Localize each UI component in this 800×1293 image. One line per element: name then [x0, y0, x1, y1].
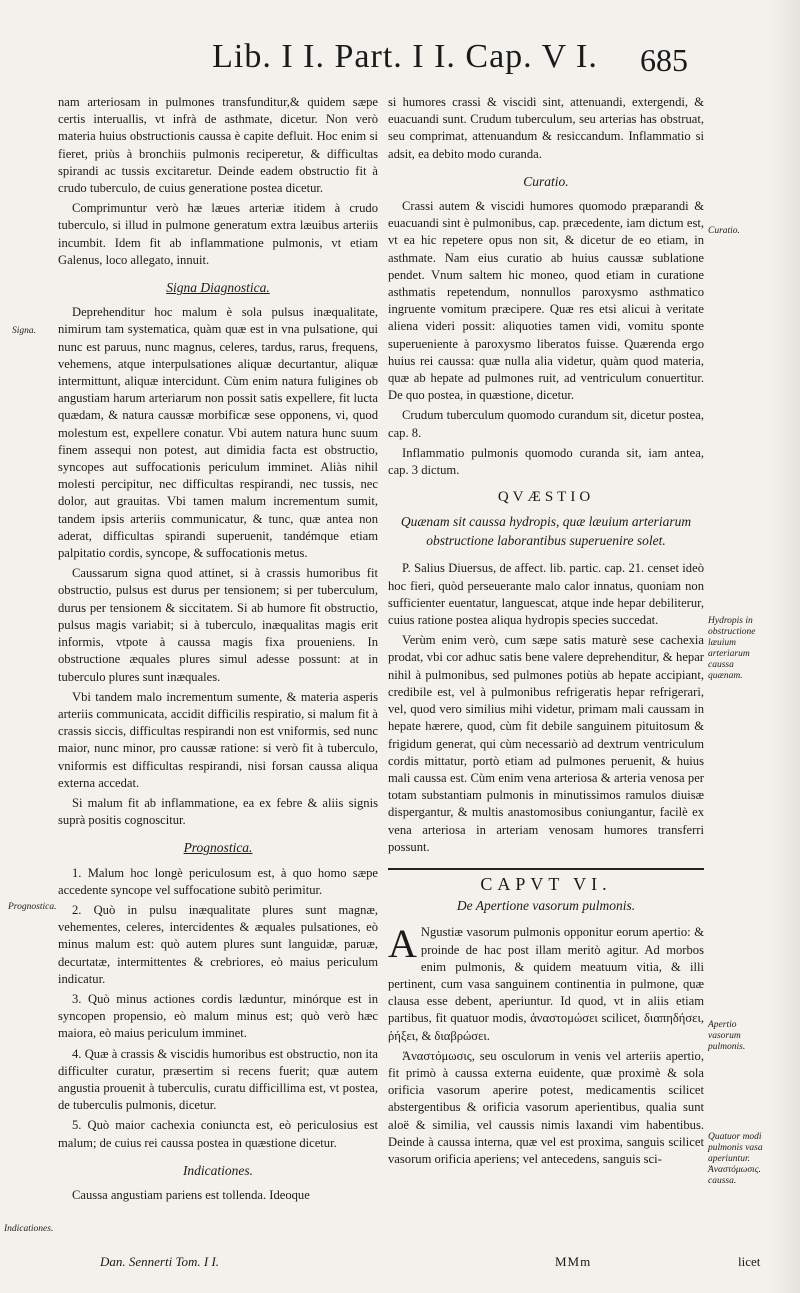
- section-heading-signa: Signa Diagnostica.: [166, 280, 270, 296]
- margin-note-quatuor-modi: Quatuor modi pulmonis vasa aperiuntur. Ἀναστόμωσις. caussa.: [708, 1132, 763, 1186]
- margin-note-prognostica: Prognostica.: [8, 902, 57, 912]
- footer-catchword: licet: [738, 1254, 761, 1269]
- paragraph: Verùm enim verò, cum sæpe satis maturè sese cachexia prodat, vbi cor adhuc satis bene valere deprehenditur, & hepar nihil à pulmonibus, sed pulmones potiùs ab hepate accipiant, credibile est, vel à pulmonibus refrigeratis hepar refrigerari, vel, quod vero similius mihi videtur, primam mali caussam in hepate hærere, quod, cùm fit debile sanguinem pituitosum & frigidum generat, qui cùm necessariò ad dextrum ventriculum cordis mittatur, portò etiam ad pulmones peruenit, & huius mali caussa est. Cùm enim vena arteriosa & arteria venosa per totam substantiam pulmonis in minutissimos ramulos diuisæ dispergantur, & multis anastomosibus coniungantur, facilè ex vena arteriosa in arteriam venosam humores transferri possunt.: [388, 633, 704, 854]
- margin-note-hydropis: Hydropis in obstructione læuium arteriarum caussa quænam.: [708, 616, 756, 681]
- paragraph: Vbi tandem malo incrementum sumente, & materia asperis arteriis communicata, accidit difficilis respiratio, si malum fit à crassis siccis, difficultas respirandi non est vniformis, sed nunc maior, nunc minor, pro caussæ ratione: si verò fit à tuberculo, vniformis est difficultas respirandi, nisi forsan caussa aliqua externa accedat.: [58, 689, 378, 790]
- margin-note-signa: Signa.: [12, 326, 37, 336]
- margin-note-curatio: Curatio.: [708, 226, 740, 236]
- paragraph: [388, 921, 704, 1044]
- margin-note-apertio: Apertio vasorum pulmonis.: [708, 1020, 746, 1052]
- section-heading-prognostica: Prognostica.: [183, 840, 253, 856]
- prognostic-item: 5. Quò maior cachexia coniuncta est, eò periculosius est malum; de cuius rei caussa postea in quæstione dicetur.: [58, 1118, 378, 1150]
- prognostic-item: 1. Malum hoc longè periculosum est, à quo homo sæpe accedente syncope vel suffocatione subitò perimitur.: [58, 865, 378, 897]
- section-heading-curatio: Curatio.: [523, 173, 569, 189]
- section-heading-indicationes: Indicationes.: [182, 1162, 254, 1178]
- left-column: [58, 94, 378, 1207]
- paragraph: P. Salius Diuersus, de affect. lib. partic. cap. 21. censet ideò hoc fieri, quòd perseuerante malo calor innatus, quoniam non sufficienter euentatur, languescat, atque inde hepar debiliterur, cuius ratione postea aliqua hydropis species succedat.: [388, 561, 704, 628]
- paragraph-text: Ngustiæ vasorum pulmonis opponitur eorum apertio: & proinde de hac post illam meritò agitur. Ad morbos enim pulmonis, & quidem meatuum vitia, & illi pertinent, cum vasa sanguinem continentia in pulmone, quæ clausa esse debent, aperiuntur. Id quod, vt in aliis etiam partibus, fit quatuor modis, ἀναστομώσει scilicet, διαπηδήσει, ῥήξει, & διαβρώσει.: [388, 925, 704, 1043]
- quaestio-question: Quænam sit caussa hydropis, quæ læuium arteriarum obstructione laborantibus superuenire solet.: [400, 514, 692, 549]
- paragraph: Si malum fit ab inflammatione, ea ex febre & aliis signis suprà positis cognoscitur.: [58, 795, 378, 828]
- chapter-subtitle: De Apertione vasorum pulmonis.: [456, 898, 636, 914]
- quaestio-heading: QVÆSTIO: [497, 489, 595, 506]
- footer-signature: Dan. Sennerti Tom. I I.: [100, 1254, 220, 1269]
- paragraph: Crassi autem & viscidi humores quomodo præparandi & euacuandi sint è pulmonibus, cap. præcedente, iam dictum est, vt ea hic repetere opus non sit, & dicetur de eo etiam, in asthmate. Nam eius curatio ab huius caussæ sublatione pendet. Vnum saltem hic moneo, quod etiam in curatione asthmatis repetendum, nonnullos paroxysmo asthmatico ingruente vomitum præcipere. Quæ res etsi alicui à veritate aliena videri possit: aliquoties tamen vidi, vomitu sponte superueniente à paroxysmo liberatos fuisse. Quærenda ergo huius rei caussa: quæ nulla alia videtur, quàm quod materia, quæ ab hepate ad pulmones ruit, ad ventriculum conuertitur. De quo postea, in quæstione, dicetur.: [388, 199, 704, 403]
- paragraph: si humores crassi & viscidi sint, attenuandi, extergendi, & euacuandi sunt. Crudum tuberculum, seu arterias has obstruat, seu comprimat, attenuandum & resiccandum. Inflammatio si adsit, ea debito modo curanda.: [388, 95, 704, 161]
- page-gutter-shade: [770, 0, 800, 1293]
- drop-capital: A: [388, 921, 417, 967]
- running-head: Lib. I I. Part. I I. Cap. V I.: [212, 38, 598, 75]
- paragraph: Crudum tuberculum quomodo curandum sit, dicetur postea, cap. 8.: [388, 408, 704, 440]
- paragraph: nam arteriosam in pulmones transfunditur,& quidem sæpe certis interuallis, vt infrà de asthmate, dicetur. Non verò materia huius obstructionis caussa è capite defluit. Hoc enim si fieret, priùs à bronchiis pulmonis reciperetur, & difficultas spirandi ac tussis excitaretur. Deinde eadem obstructio fit à crudo tuberculo, de cuius generatione postea dicetur.: [58, 95, 378, 196]
- paragraph: Caussarum signa quod attinet, si à crassis humoribus fit obstructio, pulsus est durus per tensionem; si per tuberculum, durus per tensionem & siccitatem. Si ab humore fit obstructio, pulsus magis variabit; si à tuberculo, inæqualitas magis erit informis, vtpote à caussa magis fixa proueniens. In obstructione æquales plures simul adesse possunt: at in tuberculo plures sunt inæquales.: [58, 566, 378, 684]
- paragraph: Caussa angustiam pariens est tollenda. Ideoque: [72, 1187, 310, 1202]
- page-number: 685: [640, 42, 688, 78]
- paragraph: Deprehenditur hoc malum è sola pulsus inæqualitate, nimirum tam systematica, quàm quæ est in vna pulsatione, qui nunc est paruus, nunc magnus, celeres, tardus, rarus, frequens, vehemens, atque interpulsationes aliquæ decurtantur, aliquæ intermittunt, aliquæ intercidunt. Cùm enim natura fuligines ob angustiam harum arteriarum non possit satis expellere, fit lucta quædam, & natura caussæ morbificæ sese opponens, vi, quod molestum est, expellere conatur. Vbi autem natura hunc suum finem assequi non potest, aut dimidia facta est obstructio, syncopes aut suffocationis periculum imminet. Aliàs nihil molesti percipitur, nec difficultas respirandi, nec tussis, nec dolor, aut grauitas. Vbi tamen malum incrementum sumit, tandem ipsis arteriis communicatur, & tunc, quæ antea non aderat, difficultas spirandi superuenit, tandémque etiam palpitatio cordis, syncope, & suffocationis metus.: [58, 305, 378, 561]
- paragraph: Inflammatio pulmonis quomodo curanda sit, iam antea, cap. 3 dictum.: [388, 445, 704, 478]
- prognostic-item: 3. Quò minus actiones cordis læduntur, minórque est in syncopen propensio, eò malum minus est; quò verò hæc maiora, eò maius periculum imminet.: [58, 991, 378, 1041]
- prognostic-item: 2. Quò in pulsu inæqualitate plures sunt magnæ, vehementes, celeres, intercidentes & æquales pulsationes, eò minus malum est: quò autem plures sunt languidæ, paruæ, decurtatæ, intermittentes & crebriores, eò maius periculum indicatur.: [58, 902, 378, 986]
- margin-note-indicationes: Indicationes.: [4, 1224, 54, 1234]
- footer-sheet-mark: MMm: [555, 1254, 592, 1269]
- chapter-heading: CAPVT VI.: [480, 873, 612, 894]
- paragraph: Comprimuntur verò hæ læues arteriæ itidem à crudo tuberculo, si illud in pulmone generatum extra læuibus arteriis incumbit. Idem fit ab inflammatione pulmonis, vt etiam Galenus, loco allegato, innuit.: [58, 201, 378, 267]
- prognostic-item: 4. Quæ à crassis & viscidis humoribus est obstructio, non ita difficulter curatur, præsertim si recens fuerit; quæ autem angustia prouenit à tuberculis, curatu difficillima est, vt postea, de tuberculis pulmonis, dicetur.: [58, 1046, 378, 1113]
- chapter-divider-rule: [388, 868, 704, 870]
- paragraph: Ἀναστόμωσις, seu osculorum in venis vel arteriis apertio, fit primò à caussa externa euidente, quæ proximè & sola orificia vasorum aperire potest, medicamentis scilicet abstergentibus & orificia vasorum aperientibus, qualia sunt aloë & similia, vel caussis nimis laxandi vim habentibus. Deinde à caussa interna, quæ vel est proxima, sanguis scilicet vasorum orificia aperiens; vel antecedens, sanguis sci-: [388, 1048, 704, 1166]
- right-column: [388, 94, 704, 1171]
